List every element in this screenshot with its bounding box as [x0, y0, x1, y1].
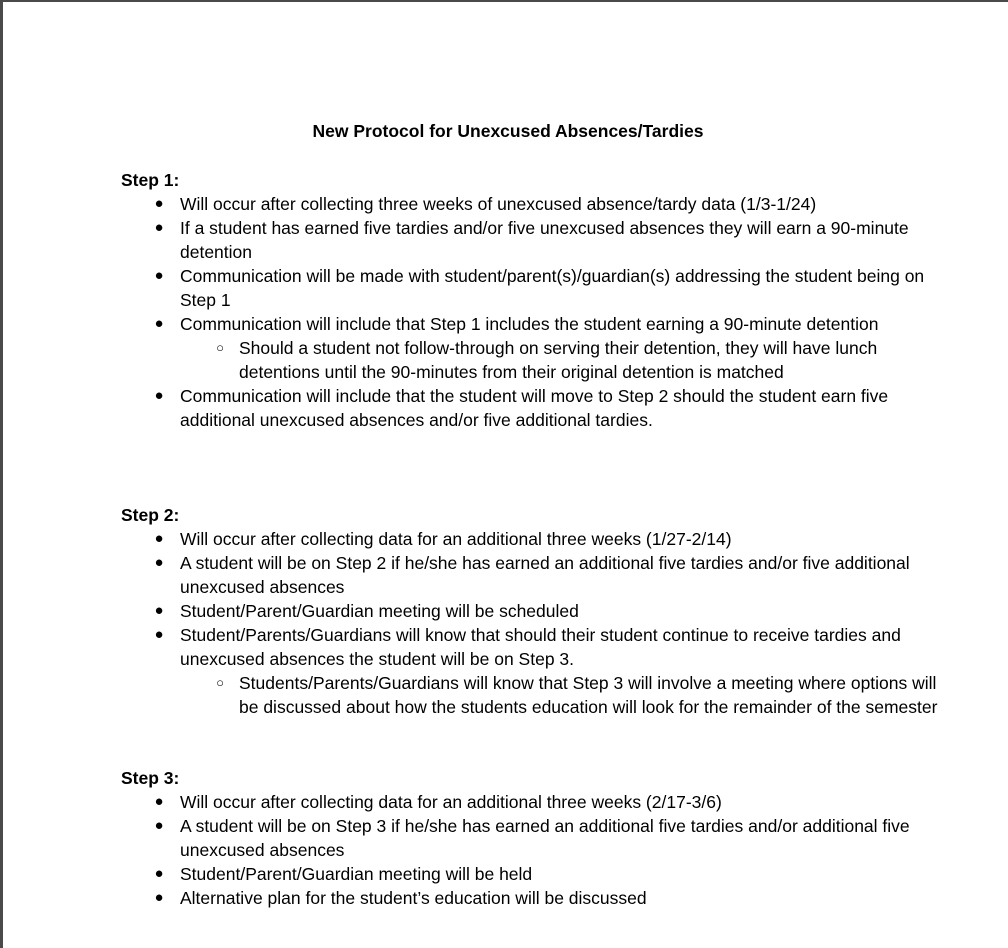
- step-2-heading: Step 2:: [121, 505, 180, 525]
- sub-list: [180, 336, 941, 384]
- list-item-text: Will occur after collecting data for an additional three weeks (2/17-3/6): [180, 792, 722, 812]
- bullet-icon: ●: [154, 626, 164, 643]
- sub-list: [180, 671, 941, 719]
- list-item-text: A student will be on Step 3 if he/she has earned an additional five tardies and/or additional five unexcused absences: [180, 816, 910, 860]
- bullet-icon: ●: [154, 817, 164, 834]
- list-item: [121, 216, 941, 264]
- bullet-icon: ●: [154, 554, 164, 571]
- list-item: [121, 862, 941, 886]
- step-1-list: [121, 192, 941, 432]
- bullet-icon: ●: [154, 387, 164, 404]
- list-item: [121, 814, 941, 862]
- list-item-text: Student/Parent/Guardian meeting will be scheduled: [180, 601, 579, 621]
- list-item: [121, 264, 941, 312]
- bullet-icon: ●: [154, 267, 164, 284]
- sub-list-item: [180, 671, 941, 719]
- bullet-icon: ●: [154, 315, 164, 332]
- bullet-icon: ●: [154, 889, 164, 906]
- bullet-icon: ●: [154, 219, 164, 236]
- bullet-icon: ●: [154, 602, 164, 619]
- list-item: [121, 384, 941, 432]
- hollow-bullet-icon: ○: [216, 675, 224, 690]
- step-3-section: [121, 766, 941, 910]
- list-item-text: Student/Parents/Guardians will know that should their student continue to receive tardies and unexcused absences the student will be on Step 3.: [180, 625, 901, 669]
- step-1-section: [121, 168, 941, 432]
- list-item: [121, 790, 941, 814]
- document-title: New Protocol for Unexcused Absences/Tardies: [312, 121, 704, 141]
- list-item-text: Communication will include that the student will move to Step 2 should the student earn five additional unexcused absences and/or five additional tardies.: [180, 386, 889, 430]
- bullet-icon: ●: [154, 195, 164, 212]
- hollow-bullet-icon: ○: [216, 340, 224, 355]
- bullet-icon: ●: [154, 530, 164, 547]
- list-item-text: Alternative plan for the student’s education will be discussed: [180, 888, 647, 908]
- step-1-heading: Step 1:: [121, 170, 180, 190]
- list-item: [121, 312, 941, 384]
- step-2-list: [121, 527, 941, 719]
- list-item: [121, 527, 941, 551]
- list-item: [121, 886, 941, 910]
- sub-list-item: [180, 336, 941, 384]
- list-item: [121, 623, 941, 719]
- list-item-text: Communication will include that Step 1 includes the student earning a 90-minute detention: [180, 314, 879, 334]
- step-2-section: [121, 503, 941, 719]
- list-item-text: Student/Parent/Guardian meeting will be held: [180, 864, 533, 884]
- list-item-text: A student will be on Step 2 if he/she has earned an additional five tardies and/or five additional unexcused absences: [180, 553, 910, 597]
- list-item: [121, 551, 941, 599]
- sub-list-item-text: Should a student not follow-through on serving their detention, they will have lunch detentions until the 90-minutes from their original detention is matched: [239, 338, 878, 382]
- step-3-heading: Step 3:: [121, 768, 180, 788]
- list-item-text: Will occur after collecting data for an additional three weeks (1/27-2/14): [180, 529, 732, 549]
- bullet-icon: ●: [154, 865, 164, 882]
- bullet-icon: ●: [154, 793, 164, 810]
- sub-list-item-text: Students/Parents/Guardians will know that Step 3 will involve a meeting where options will be discussed about how the students education will look for the remainder of the semester: [239, 673, 938, 717]
- list-item-text: Communication will be made with student/parent(s)/guardian(s) addressing the student being on Step 1: [180, 266, 925, 310]
- list-item: [121, 192, 941, 216]
- list-item-text: If a student has earned five tardies and/or five unexcused absences they will earn a 90-minute detention: [180, 218, 909, 262]
- list-item: [121, 599, 941, 623]
- step-3-list: [121, 790, 941, 910]
- list-item-text: Will occur after collecting three weeks of unexcused absence/tardy data (1/3-1/24): [180, 194, 817, 214]
